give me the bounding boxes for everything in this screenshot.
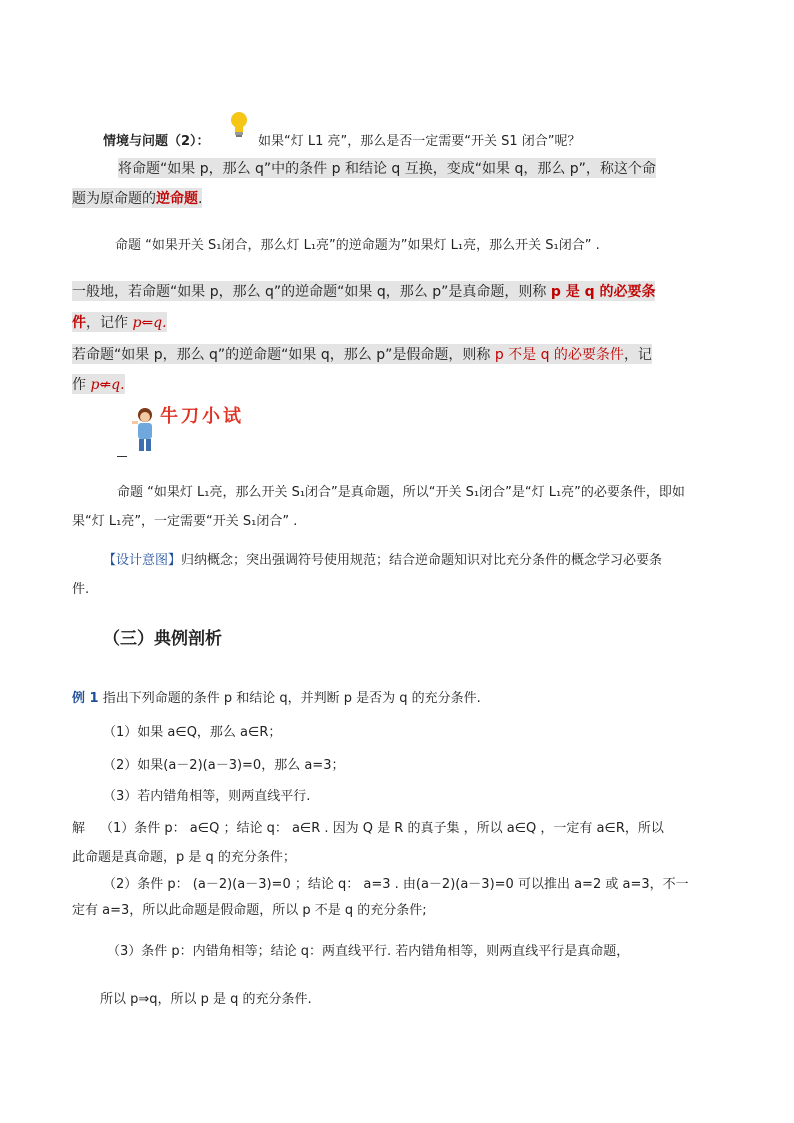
necessary-symbol: p⇐q. [132, 315, 167, 331]
student-figure-icon [130, 405, 160, 455]
section-title: （三）典例剖析 [103, 629, 222, 649]
necessary-condition-term: p 是 q 的必要条 [550, 284, 656, 300]
situation-question: 如果“灯 L1 亮”，那么是否一定需要“开关 S1 闭合”呢？ [258, 134, 581, 149]
solution-label: 解 [72, 821, 86, 836]
solution-2-line-1: （2）条件 p： (a－2)(a－3)=0 ；结论 q： a=3 . 由(a－2)(a－3)=0 可以推出 a=2 或 a=3，不一 [103, 877, 689, 892]
example-label: 例 1 [72, 691, 99, 706]
converse-term: 逆命题 [156, 191, 198, 207]
solution-1-line-1: （1）条件 p： a∈Q ；结论 q： a∈R . 因为 Q 是 R 的真子集 ，所以 a∈Q ，一定有 a∈R，所以 [100, 821, 664, 836]
quick-practice-badge: 牛刀小试 [160, 406, 244, 427]
design-intent-line-1: 【设计意图】归纳概念；突出强调符号使用规范；结合逆命题知识对比充分条件的概念学习必要条 [103, 553, 663, 568]
trial-line-2: 果“灯 L₁亮”，一定需要“开关 S₁闭合” . [72, 514, 298, 529]
converse-example: 命题 “如果开关 S₁闭合，那么灯 L₁亮”的逆命题为”如果灯 L₁亮，那么开关 S₁闭合” . [115, 238, 600, 253]
design-intent-tag: 【设计意图】 [103, 553, 182, 568]
intro-line-2: 题为原命题的逆命题. [72, 188, 202, 208]
intro-line-1: 将命题“如果 p，那么 q”中的条件 p 和结论 q 互换，变成“如果 q，那么 p”，称这个命 [118, 158, 656, 178]
divider [117, 456, 127, 457]
definition-line-3: 若命题“如果 p，那么 q”的逆命题“如果 q，那么 p”是假命题，则称 p 不是 q 的必要条件，记 [72, 344, 652, 364]
example-item-1: （1）如果 a∈Q，那么 a∈R； [103, 725, 282, 740]
example-item-3: （3）若内错角相等，则两直线平行. [103, 789, 311, 804]
definition-line-1: 一般地，若命题“如果 p，那么 q”的逆命题“如果 q，那么 p”是真命题，则称 p 是 q 的必要条 [72, 281, 655, 301]
solution-3-line-1: （3）条件 p：内错角相等；结论 q：两直线平行. 若内错角相等，则两直线平行是真命题， [107, 944, 630, 959]
definition-line-4: 作 p⇍q. [72, 374, 125, 394]
solution-2-line-2: 定有 a=3，所以此命题是假命题，所以 p 不是 q 的充分条件; [72, 903, 427, 918]
situation-label: 情境与问题（2）： [103, 134, 210, 149]
example-1-prompt-line: 例 1 指出下列命题的条件 p 和结论 q，并判断 p 是否为 q 的充分条件. [72, 691, 481, 706]
not-necessary-term: p 不是 q 的必要条件 [494, 347, 624, 363]
solution-1-line-2: 此命题是真命题，p 是 q 的充分条件； [72, 850, 296, 865]
definition-line-2: 件，记作 p⇐q. [72, 312, 167, 332]
lightbulb-icon [229, 110, 249, 140]
design-intent-line-2: 件. [72, 582, 90, 597]
trial-line-1: 命题 “如果灯 L₁亮，那么开关 S₁闭合”是真命题，所以“开关 S₁闭合”是“灯 L₁亮”的必要条件，即如 [117, 485, 685, 500]
solution-3-line-2: 所以 p⇒q，所以 p 是 q 的充分条件. [100, 992, 312, 1007]
example-item-2: （2）如果(a－2)(a－3)=0，那么 a=3； [103, 758, 345, 773]
not-necessary-symbol: p⇍q. [90, 377, 125, 393]
